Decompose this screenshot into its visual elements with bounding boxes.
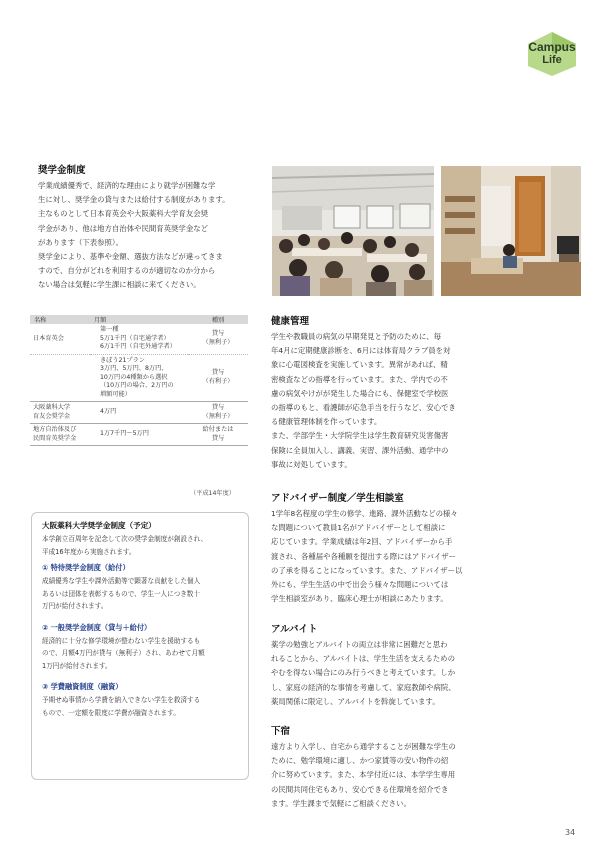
lodging-text: [271, 740, 581, 811]
table-header-type: 種別: [188, 315, 248, 324]
parttime-text-line: れることから、アルバイトは、学生生活を支えるための: [271, 654, 455, 664]
advisor-text-line: の了承を得ることになっています。また、アドバイザー以: [271, 565, 463, 575]
table-cell-line: 給付または: [202, 426, 234, 433]
table-cell-line: 民間育英奨学金: [33, 434, 77, 442]
lodging-text-line: 遠方より入学し、自宅から通学することが困難な学生の: [271, 742, 456, 751]
lodging-text-line: 介に努めています。また、本学付近には、本学学生専用: [271, 770, 456, 780]
advisor-text-line: 学生相談室があり、臨床心理士が相談にあたります。: [271, 594, 448, 604]
scholarship-heading: 奨学金制度: [38, 165, 86, 176]
box-item-line: あるいは団体を表彰するもので、学生一人につき数十: [42, 589, 200, 598]
photo-study-room: [272, 166, 434, 296]
box-item: [42, 563, 246, 613]
table-cell-amount: [90, 354, 188, 402]
scholarship-text-line: ない場合は気軽に学生課に相談に来てください。: [38, 280, 201, 290]
table-cell-line: 10万円の4種類から選択: [100, 373, 168, 381]
health-text-line: 事故に対処しています。: [271, 459, 352, 469]
health-text-line: また、学部学生・大学院学生は学生教育研究災害傷害: [271, 431, 449, 441]
table-cell-line: 5万1千円（自宅通学者）: [100, 334, 170, 342]
advisor-text-line: 応じています。学業成績は年2回、アドバイザーから手: [271, 537, 453, 547]
advisor-text-line: 1学年8名程度の学生の修学、進路、課外活動などの様々: [271, 509, 458, 518]
table-cell-name: [30, 324, 90, 354]
logo-text-campus: Campus: [528, 40, 576, 54]
table-cell-name: [30, 402, 90, 424]
table-cell-amount: [90, 324, 188, 354]
table-cell-line: 育友会奨学金: [33, 412, 71, 420]
table-header-amount: 月額: [90, 315, 188, 324]
table-note: （平成14年度）: [190, 490, 235, 497]
scholarship-text-line: 奨学金により、基準や金額、選抜方法などが違ってきま: [38, 252, 223, 262]
table-header-name: 名称: [30, 315, 90, 324]
table-cell-type: [188, 402, 248, 424]
table-cell-line: 貸与: [211, 404, 225, 411]
box-item-line: ので、月額4万円が貸与（無利子）され、あわせて月額: [42, 649, 205, 657]
advisor-text: [271, 507, 581, 606]
health-text: [271, 330, 581, 472]
table-header-row: [30, 315, 248, 324]
table-cell-type: [188, 354, 248, 402]
box-item-title: ② 一般奨学金制度（貸与＋給付）: [42, 622, 152, 632]
box-items: [42, 563, 246, 729]
lodging-text-line: の民間共同住宅もあり、安心できる住環境を紹介でき: [271, 784, 449, 794]
lodging-heading: 下宿: [271, 726, 291, 737]
box-item-title: ① 特待奨学金制度（給付）: [42, 563, 130, 572]
table-cell-line: 日本育英会: [33, 334, 64, 342]
box-intro-line: 本学創立百周年を記念して次の奨学金制度が創設され、: [42, 535, 208, 543]
box-item-line: 万円が給付されます。: [42, 602, 108, 610]
box-item-title: ③ 学費融資制度（融資）: [42, 682, 123, 691]
scholarship-text-line: があります（下表参照）。: [38, 237, 123, 247]
table-cell-line: （無利子）: [202, 412, 234, 420]
table-cell-amount: [90, 402, 188, 424]
table-row: [30, 324, 248, 354]
logo-text-life: Life: [542, 54, 562, 66]
health-text-line: 保険に全員加入し、講義、実習、課外活動、通学中の: [271, 445, 449, 455]
table-cell-line: （無利子）: [202, 338, 234, 346]
table-row: [30, 402, 248, 424]
table-cell-type: [188, 324, 248, 354]
table-cell-line: （有利子）: [202, 377, 234, 385]
table-cell-type: [188, 424, 248, 446]
advisor-heading: アドバイザー制度／学生相談室: [271, 493, 404, 504]
table-cell-name: [30, 424, 90, 446]
scholarship-text-line: 生に対し、奨学金の貸与または給付する制度があります。: [38, 195, 230, 205]
table-cell-name: [30, 354, 90, 402]
table-cell-line: 1万7千円〜5万円: [100, 430, 149, 438]
lodging-text-line: ために、勉学環境に適し、かつ家賃等の安い物件の紹: [271, 756, 449, 766]
health-heading: 健康管理: [271, 316, 310, 327]
table-cell-line: （10万円の場合、2万円の: [100, 382, 174, 389]
table-cell-line: 貸与: [211, 330, 225, 338]
box-item: [42, 682, 246, 719]
photo-lodging-room: [441, 166, 581, 296]
table-cell-line: 第一種: [100, 326, 119, 333]
lodging-text-line: ます。学生課まで気軽にご相談ください。: [271, 798, 411, 808]
box-item-line: もので、一定額を限度に学費が融資されます。: [42, 708, 180, 717]
advisor-text-line: な問題について教員1名がアドバイザーとして相談に: [271, 523, 446, 533]
parttime-text: [271, 638, 581, 709]
box-item-line: 1万円が給付されます。: [42, 661, 112, 670]
table-cell-line: 大阪薬科大学: [33, 404, 71, 411]
scholarship-text: [38, 179, 258, 293]
health-text-line: の指導のもと、看護師が応急手当を行うなど、安心でき: [271, 403, 456, 413]
advisor-text-line: 渡され、各種届や各種願を提出する際にはアドバイザー: [271, 551, 457, 561]
parttime-heading: アルバイト: [271, 624, 318, 635]
table-cell-line: 貸与: [211, 369, 225, 377]
scholarship-text-line: 学金があり、他は地方自治体や民間育英奨学金など: [38, 223, 208, 233]
table-row: [30, 424, 248, 446]
health-text-line: る健康管理体制を作っています。: [271, 417, 382, 427]
table-cell-line: 増額可能）: [100, 390, 131, 398]
health-text-line: 慮の病気やけがが発生した場合にも、保健室で学校医: [271, 388, 449, 398]
box-title: 大阪薬科大学奨学金制度（予定）: [42, 521, 156, 530]
box-intro-line: 平成16年度から実施されます。: [42, 547, 136, 556]
box-item: [42, 623, 246, 673]
table-cell-amount: [90, 424, 188, 446]
box-item-line: 経済的に十分な修学環境が整わない学生を援助するも: [42, 636, 201, 645]
scholarship-text-line: 主なものとして日本育英会や大阪薬科大学育友会奨: [38, 209, 208, 219]
parttime-text-line: し、家庭の経済的な事情を考慮して、家庭教師や病院、: [271, 682, 456, 692]
table-cell-line: きぼう21プラン: [100, 356, 145, 364]
box-item-line: 成績優秀な学生や課外活動等で顕著な貢献をした個人: [42, 577, 201, 585]
page-number: 34: [565, 828, 576, 837]
health-text-line: 象に心電図検査を実施しています。異常があれば、精: [271, 360, 448, 370]
scholarship-text-line: 学業成績優秀で、経済的な理由により就学が困難な学: [38, 181, 216, 190]
parttime-text-line: 薬局関係に限定し、アルバイトを斡旋しています。: [271, 696, 440, 706]
table-cell-line: 地方自治体及び: [33, 426, 77, 433]
table-row: [30, 354, 248, 402]
table-cell-line: 6万1千円（自宅外通学者）: [100, 343, 176, 350]
health-text-line: 密検査などの指導を行っています。また、学内での不: [271, 374, 448, 384]
scholarship-text-line: すので、自分がどれを利用するのが適切なのか分から: [38, 266, 216, 276]
box-intro: [42, 533, 242, 558]
scholarship-table: [30, 315, 248, 446]
health-text-line: 学生や教職員の病気の早期発見と予防のために、毎: [271, 332, 441, 341]
box-item-line: 予期せぬ事情から学費を納入できない学生を救済する: [42, 696, 201, 704]
parttime-text-line: やむを得ない場合にのみ行うべきと考えています。しか: [271, 668, 456, 678]
campus-life-logo: [522, 30, 582, 76]
table-cell-line: 4万円: [100, 408, 117, 416]
table-cell-line: 3万円、5万円、8万円、: [100, 365, 168, 372]
advisor-text-line: 外にも、学生生活の中で出会う様々な問題については: [271, 580, 449, 590]
health-text-line: 年4月に定期健康診断を、6月には体育局クラブ員を対: [271, 346, 451, 356]
parttime-text-line: 薬学の勉強とアルバイトの両立は非常に困難だと思わ: [271, 640, 448, 649]
table-cell-line: 貸与: [211, 434, 225, 442]
